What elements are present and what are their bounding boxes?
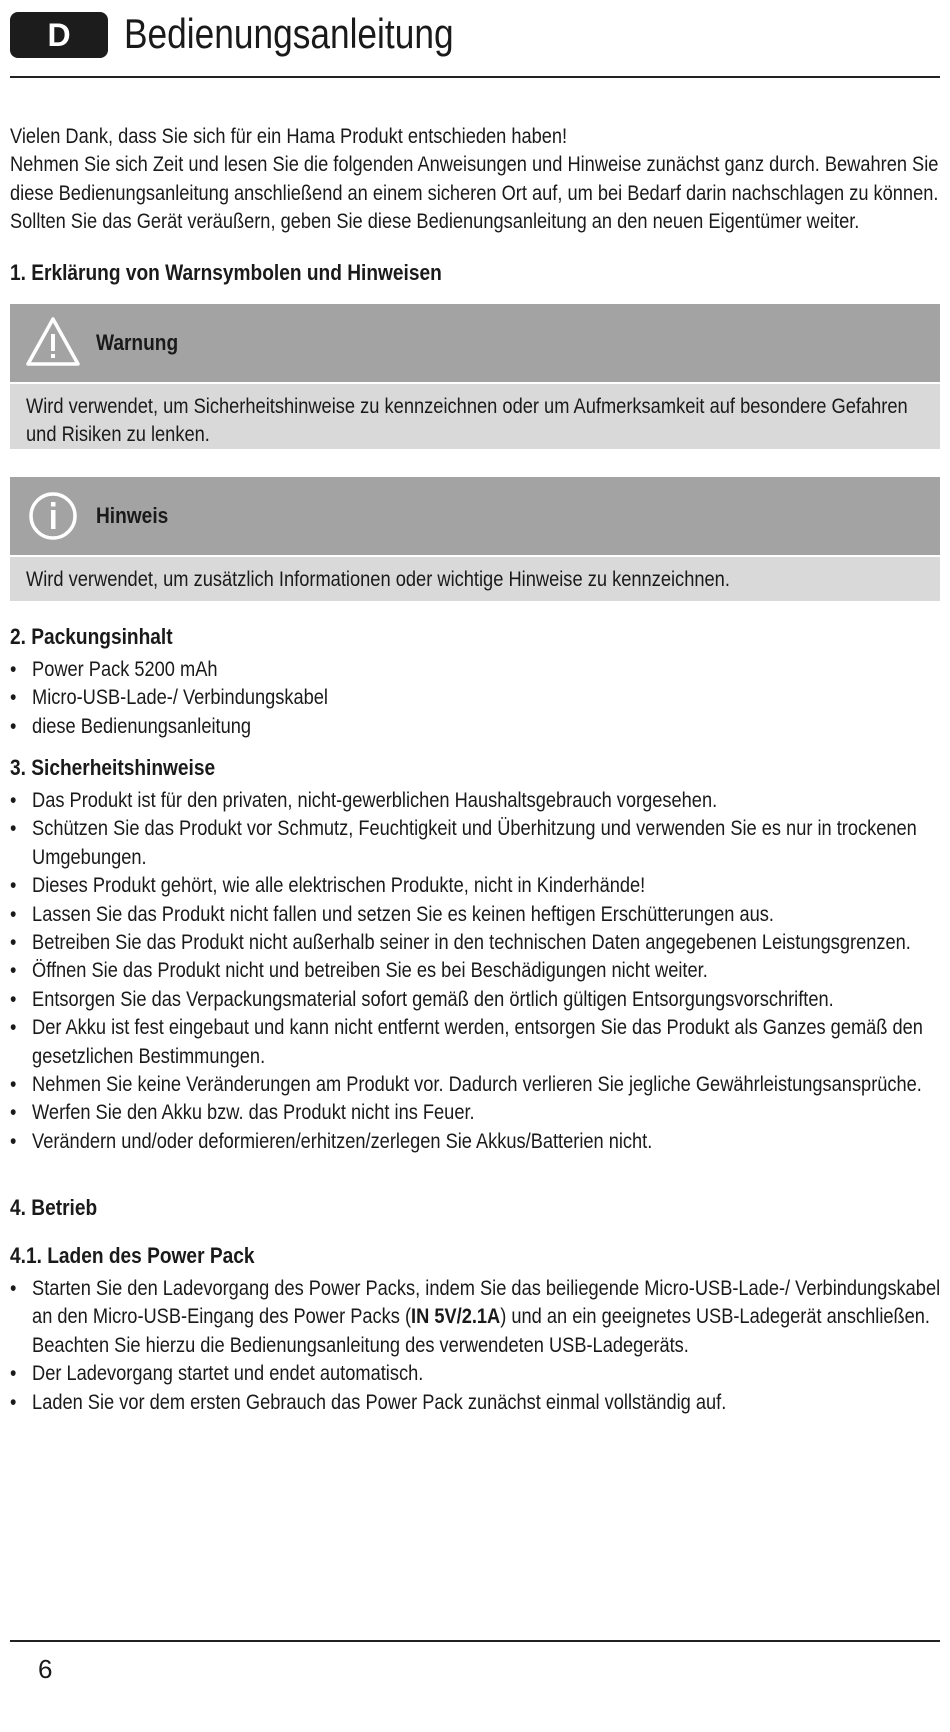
manual-page	[10, 0, 940, 1732]
warning-box-header	[10, 304, 940, 382]
note-text: Wird verwendet, um zusätzlich Informationen oder wichtige Hinweise zu kennzeichnen.	[26, 567, 730, 591]
subsection-heading: 4.1. Laden des Power Pack	[10, 1243, 255, 1268]
list-item: • diese Bedienungsanleitung	[10, 712, 943, 740]
list-item: • Nehmen Sie keine Veränderungen am Produkt vor. Dadurch verlieren Sie jegliche Gewährleistungsansprüche.	[10, 1070, 943, 1098]
input-spec: IN 5V/2.1A	[411, 1304, 501, 1329]
charge-text-after: ) und an ein geeignetes USB-Ladegerät anschließen. Beachten Sie hierzu die Bedienungsanleitung des verwendeten USB-Ladegeräts.	[32, 1304, 931, 1357]
warning-box-body	[10, 384, 940, 449]
intro-paragraph: Nehmen Sie sich Zeit und lesen Sie die folgenden Anweisungen und Hinweise zunächst ganz durch. Bewahren Sie diese Bedienungsanleitung anschließend an einem sicheren Ort auf, um bei Bedarf darin nachschlagen zu können. Sollten Sie das Gerät veräußern, geben Sie diese Bedienungsanleitung an den neuen Eigentümer weiter.	[10, 152, 939, 234]
info-circle-icon	[24, 487, 82, 545]
section-heading: 1. Erklärung von Warnsymbolen und Hinweisen	[10, 260, 442, 285]
warning-triangle-icon	[24, 314, 82, 372]
section-heading: 3. Sicherheitshinweise	[10, 755, 216, 780]
list-item: • Entsorgen Sie das Verpackungsmaterial sofort gemäß den örtlich gültigen Entsorgungsvorschriften.	[10, 985, 943, 1013]
page-header	[10, 12, 940, 60]
list-item: • Lassen Sie das Produkt nicht fallen und setzen Sie es keinen heftigen Erschütterungen aus.	[10, 900, 943, 928]
charging-list	[10, 1274, 943, 1416]
list-item: • Der Akku ist fest eingebaut und kann nicht entfernt werden, entsorgen Sie das Produkt als Ganzes gemäß den gesetzlichen Bestimmungen.	[10, 1013, 943, 1070]
header-divider	[10, 76, 940, 78]
safety-list	[10, 786, 943, 1155]
warning-text: Wird verwendet, um Sicherheitshinweise zu kennzeichnen oder um Aufmerksamkeit auf besondere Gefahren und Risiken zu lenken.	[26, 394, 908, 447]
list-item: • Power Pack 5200 mAh	[10, 655, 943, 683]
list-item: • Laden Sie vor dem ersten Gebrauch das Power Pack zunächst einmal vollständig auf.	[10, 1388, 943, 1416]
language-badge: D	[10, 12, 108, 58]
list-item: • Öffnen Sie das Produkt nicht und betreiben Sie es bei Beschädigungen nicht weiter.	[10, 956, 943, 984]
list-item: • Der Ladevorgang startet und endet automatisch.	[10, 1359, 943, 1387]
list-item: • Verändern und/oder deformieren/erhitzen/zerlegen Sie Akkus/Batterien nicht.	[10, 1127, 943, 1155]
note-label: Hinweis	[96, 503, 169, 528]
intro-text	[10, 122, 943, 236]
footer-divider	[10, 1640, 940, 1642]
list-item: • Schützen Sie das Produkt vor Schmutz, Feuchtigkeit und Überhitzung und verwenden Sie es nur in trockenen Umgebungen.	[10, 814, 943, 871]
list-item: • Micro-USB-Lade-/ Verbindungskabel	[10, 683, 943, 711]
page-number: 6	[38, 1654, 53, 1684]
warning-label: Warnung	[96, 330, 179, 355]
list-item: • Betreiben Sie das Produkt nicht außerhalb seiner in den technischen Daten angegebenen Leistungsgrenzen.	[10, 928, 943, 956]
charge-text-before: Starten Sie den Ladevorgang des Power Packs, indem Sie das beiliegende Micro-USB-Lade-/ Verbindungskabel an den Micro-USB-Eingang des Power Packs (	[32, 1276, 941, 1329]
intro-paragraph: Vielen Dank, dass Sie sich für ein Hama Produkt entschieden haben!	[10, 124, 568, 148]
package-contents-list	[10, 655, 943, 740]
list-item: • Werfen Sie den Akku bzw. das Produkt nicht ins Feuer.	[10, 1098, 943, 1126]
list-item: • Dieses Produkt gehört, wie alle elektrischen Produkte, nicht in Kinderhände!	[10, 871, 943, 899]
section-heading: 2. Packungsinhalt	[10, 624, 173, 649]
page-title: Bedienungsanleitung	[124, 10, 454, 57]
note-box-body	[10, 557, 940, 601]
note-box-header	[10, 477, 940, 555]
list-item	[10, 1274, 943, 1359]
list-item: • Das Produkt ist für den privaten, nicht-gewerblichen Haushaltsgebrauch vorgesehen.	[10, 786, 943, 814]
section-heading: 4. Betrieb	[10, 1195, 98, 1220]
